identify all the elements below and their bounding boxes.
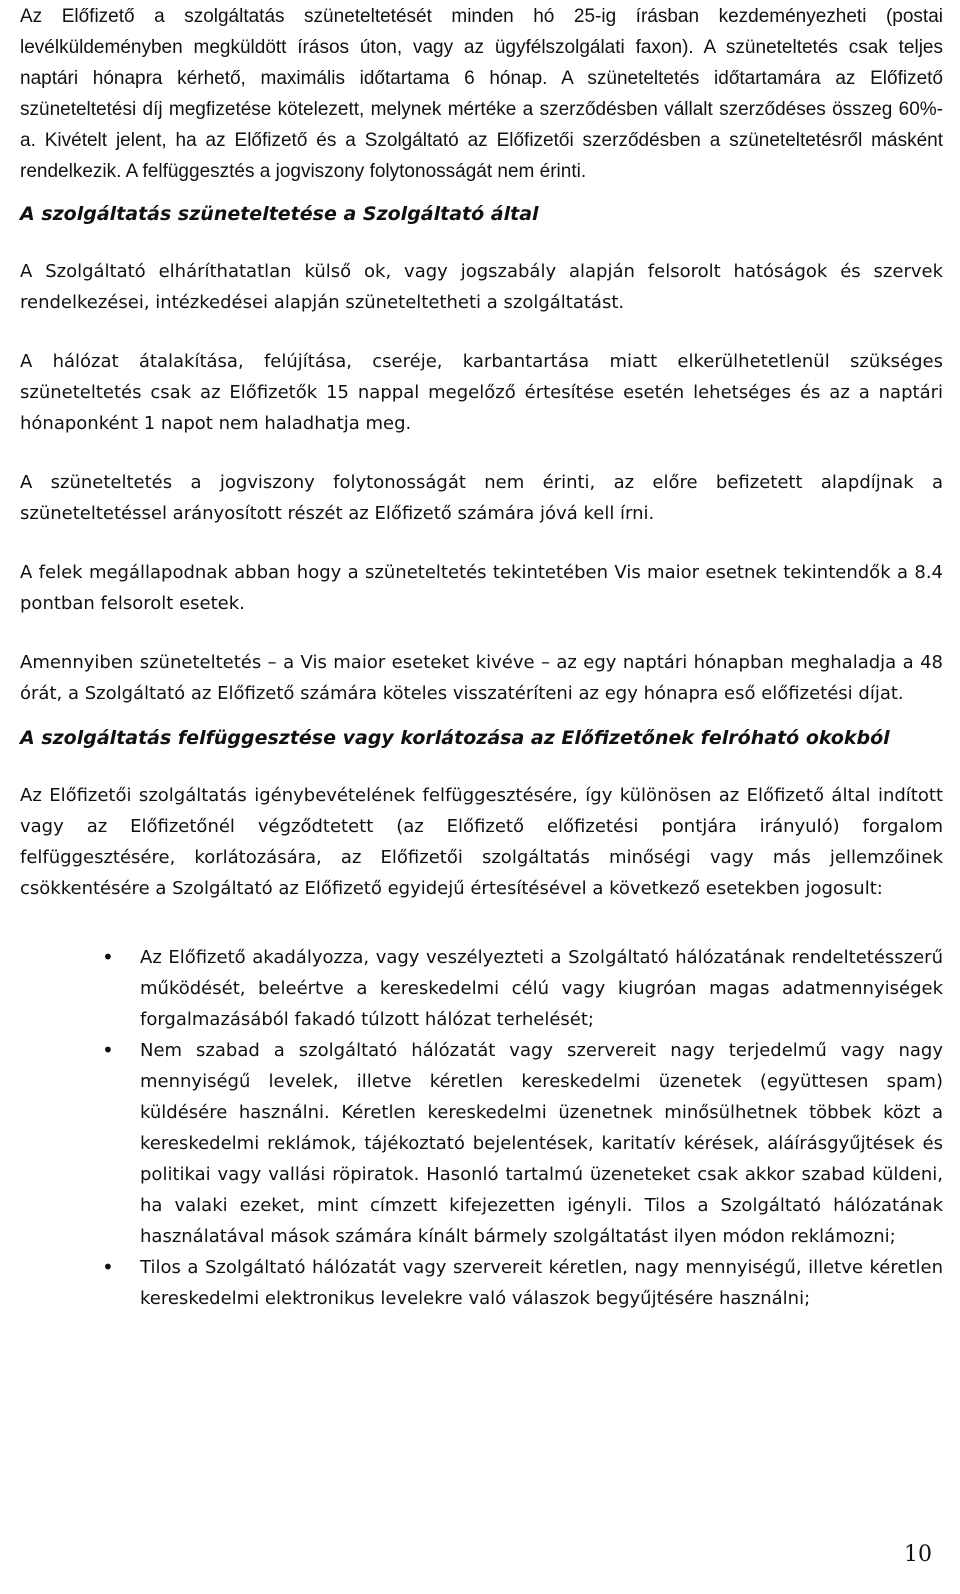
- section-heading-suspension-by-subscriber-fault: A szolgáltatás felfüggesztése vagy korlátozása az Előfizetőnek felróható okokból: [20, 727, 890, 749]
- paragraph: A szüneteltetés a jogviszony folytonosságát nem érinti, az előre befizetett alapdíjnak a szüneteltetéssel arányosított részét az Előfizető számára jóvá kell írni.: [20, 472, 943, 524]
- list-item: • Az Előfizető akadályozza, vagy veszélyezteti a Szolgáltató hálózatának rendeltetésszerű működését, beleértve a kereskedelmi célú vagy kiugróan magas adatmennyiségek forgalmazásából fakadó túlzott hálózat terhelését;: [140, 942, 943, 1035]
- paragraph: A felek megállapodnak abban hogy a szüneteltetés tekintetében Vis maior esetnek tekintendők a 8.4 pontban felsorolt esetek.: [20, 562, 943, 614]
- bullet-list: [20, 942, 943, 1314]
- paragraph: Amennyiben szüneteltetés – a Vis maior eseteket kivéve – az egy naptári hónapban meghaladja a 48 órát, a Szolgáltató az Előfizető számára köteles visszatéríteni az egy hónapra eső előfizetési díjat.: [20, 652, 943, 704]
- section-heading-suspension-by-provider: A szolgáltatás szüneteltetése a Szolgáltató által: [20, 203, 539, 225]
- list-item: • Tilos a Szolgáltató hálózatát vagy szervereit kéretlen, nagy mennyiségű, illetve kéretlen kereskedelmi elektronikus levelekre való válaszok begyűjtésére használni;: [140, 1252, 943, 1314]
- page-number: 10: [904, 1542, 932, 1567]
- paragraph: A hálózat átalakítása, felújítása, cseréje, karbantartása miatt elkerülhetetlenül szükséges szüneteltetés csak az Előfizetők 15 nappal megelőző értesítése esetén lehetséges és az a naptári hónaponként 1 napot nem haladhatja meg.: [20, 351, 943, 434]
- intro-paragraph: Az Előfizető a szolgáltatás szüneteltetését minden hó 25-ig írásban kezdeményezheti (postai levélküldeményben megküldött írásos úton, vagy az ügyfélszolgálati faxon). A szüneteltetés csak teljes naptári hónapra kérhető, maximális időtartama 6 hónap. A szüneteltetés időtartamára az Előfizető szüneteltetési díj megfizetése kötelezett, melynek mértéke a szerződésben vállalt szerződéses összeg 60%-a. Kivételt jelent, ha az Előfizető és a Szolgáltató az Előfizetői szerződésben a szüneteltetésről másként rendelkezik. A felfüggesztés a jogviszony folytonosságát nem érinti.: [20, 6, 943, 182]
- paragraph: Az Előfizetői szolgáltatás igénybevételének felfüggesztésére, így különösen az Előfizető által indított vagy az Előfizetőnél végződtetett (az Előfizető előfizetési pontjára irányuló) forgalom felfüggesztésére, korlátozására, az Előfizetői szolgáltatás minőségi vagy más jellemzőinek csökkentésére a Szolgáltató az Előfizető egyidejű értesítésével a következő esetekben jogosult:: [20, 785, 943, 899]
- paragraph: A Szolgáltató elháríthatatlan külső ok, vagy jogszabály alapján felsorolt hatóságok és szervek rendelkezései, intézkedései alapján szüneteltetheti a szolgáltatást.: [20, 261, 943, 313]
- list-item: • Nem szabad a szolgáltató hálózatát vagy szervereit nagy terjedelmű vagy nagy mennyiségű levelek, illetve kéretlen kereskedelmi üzenetek (együttesen spam) küldésére használni. Kéretlen kereskedelmi üzenetnek minősülhetnek többek közt a kereskedelmi reklámok, tájékoztató bejelentések, karitatív kérések, aláírásgyűjtések és politikai vagy vallási röpiratok. Hasonló tartalmú üzeneteket csak akkor szabad küldeni, ha valaki ezeket, mint címzett kifejezetten igényli. Tilos a Szolgáltató hálózatának használatával mások számára kínált bármely szolgáltatást ilyen módon reklámozni;: [140, 1035, 943, 1252]
